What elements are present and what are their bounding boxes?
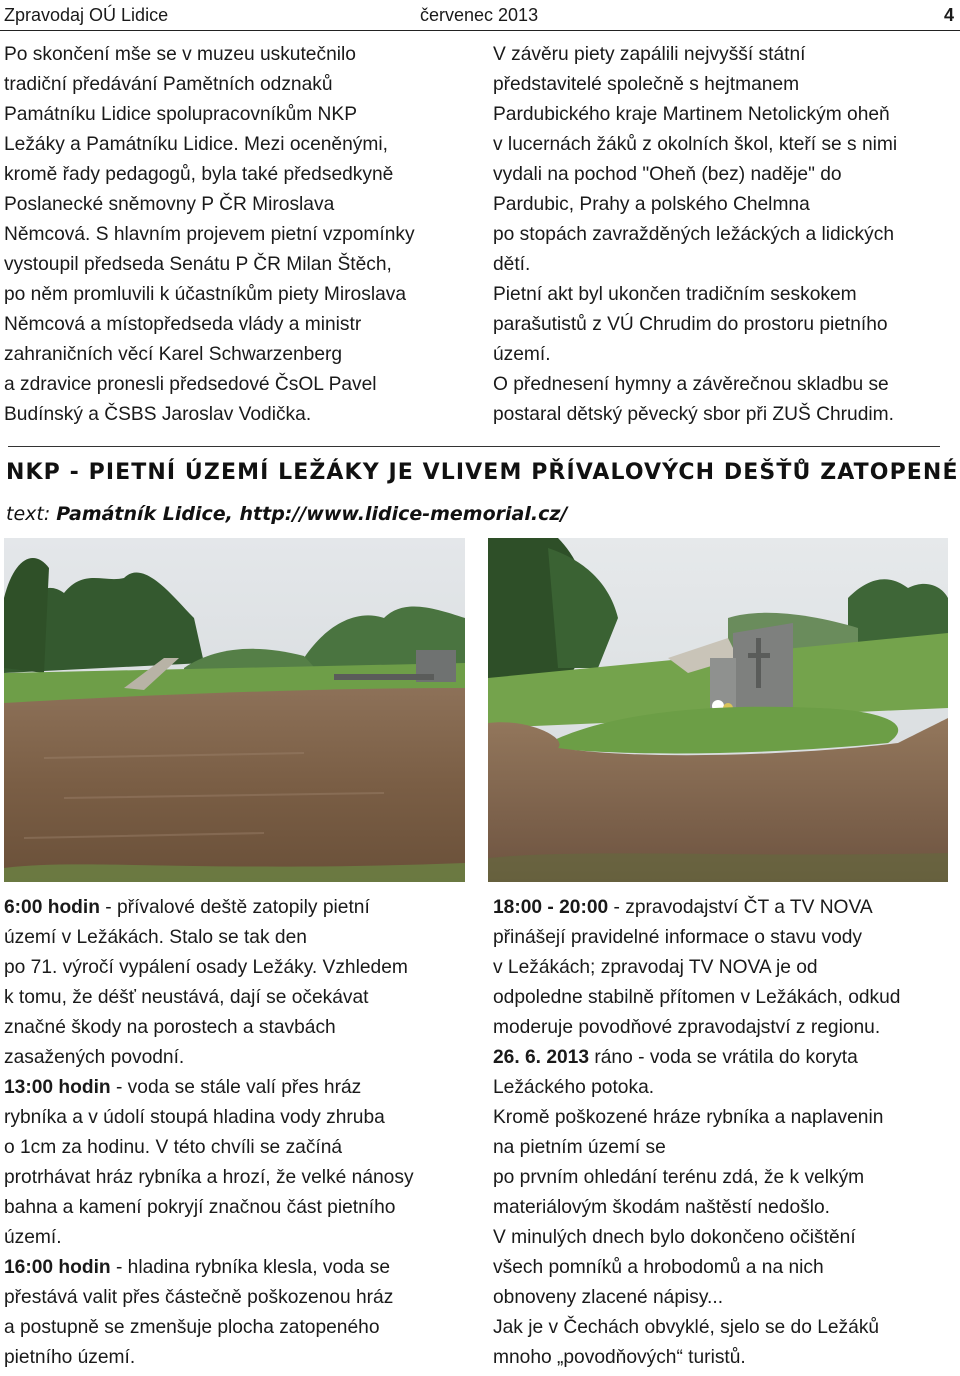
flood-photo-meadow <box>4 538 465 882</box>
text-line <box>493 1193 955 1223</box>
byline-source: Památník Lidice, http://www.lidice-memorial.cz/ <box>56 503 568 525</box>
text-line <box>493 1073 955 1103</box>
article-headline: NKP - PIETNÍ ÚZEMÍ LEŽÁKY JE VLIVEM PŘÍVALOVÝCH DEŠŤŮ ZATOPENÉ <box>6 460 959 485</box>
top-right-column <box>493 40 955 430</box>
line-text: území v Ležákách. Stalo se tak den <box>4 927 307 948</box>
text-line <box>4 1283 474 1313</box>
text-line <box>4 983 474 1013</box>
text-line: představitelé společně s hejtmanem <box>493 74 800 95</box>
line-text: po prvním ohledání terénu zdá, že k velkým <box>493 1167 865 1188</box>
text-line <box>4 1313 474 1343</box>
text-line <box>4 1343 474 1373</box>
text-line <box>493 1253 955 1283</box>
text-line: v lucernách žáků z okolních škol, kteří se s nimi <box>493 134 898 155</box>
time-label: 18:00 - 20:00 <box>493 897 609 918</box>
line-text: - hladina rybníka klesla, voda se <box>110 1257 391 1278</box>
text-line: Ležáky a Památníku Lidice. Mezi oceněnými, <box>4 134 388 155</box>
line-text: - voda se stále valí přes hráz <box>110 1077 362 1098</box>
line-text: mnoho „povodňových“ turistů. <box>493 1347 746 1368</box>
text-line: po stopách zavražděných ležáckých a lidických <box>493 224 895 245</box>
text-line <box>493 953 955 983</box>
text-line: V závěru piety zapálili nejvyšší státní <box>493 44 806 65</box>
text-line <box>493 1133 955 1163</box>
text-line <box>493 1043 955 1073</box>
text-line: O přednesení hymny a závěrečnou skladbu se <box>493 374 889 395</box>
line-text: - zpravodajství ČT a TV NOVA <box>608 897 873 918</box>
text-line <box>4 1133 474 1163</box>
text-line: Poslanecké sněmovny P ČR Miroslava <box>4 194 335 215</box>
issue-date: červenec 2013 <box>420 5 539 25</box>
text-line <box>4 1193 474 1223</box>
text-line: Památníku Lidice spolupracovníkům NKP <box>4 104 358 125</box>
bottom-left-column <box>4 893 474 1373</box>
line-text: přestává valit přes částečně poškozenou hráz <box>4 1287 394 1308</box>
text-line <box>493 1163 955 1193</box>
line-text: obnoveny zlacené nápisy... <box>493 1287 724 1308</box>
text-line: Pardubic, Prahy a polského Chelmna <box>493 194 810 215</box>
line-text: zasažených povodní. <box>4 1047 185 1068</box>
line-text: v Ležákách; zpravodaj TV NOVA je od <box>493 957 818 978</box>
text-line: po něm promluvili k účastníkům piety Miroslava <box>4 284 407 305</box>
article-byline <box>6 503 567 525</box>
text-line <box>493 983 955 1013</box>
text-line <box>4 1163 474 1193</box>
line-text: ráno - voda se vrátila do koryta <box>589 1047 858 1068</box>
time-label: 26. 6. 2013 <box>493 1047 590 1068</box>
text-line <box>4 893 474 923</box>
text-line <box>4 1013 474 1043</box>
text-line <box>493 1313 955 1343</box>
text-line: a zdravice pronesli předsedové ČsOL Pavel <box>4 374 377 395</box>
text-line: parašutistů z VÚ Chrudim do prostoru pietního <box>493 314 888 335</box>
section-divider <box>8 446 940 447</box>
page-number: 4 <box>943 5 954 25</box>
text-line <box>4 1073 474 1103</box>
text-line: postaral dětský pěvecký sbor při ZUŠ Chrudim. <box>493 404 894 425</box>
line-text: pietního území. <box>4 1347 136 1368</box>
line-text: značné škody na porostech a stavbách <box>4 1017 336 1038</box>
text-line: zahraničních věcí Karel Schwarzenberg <box>4 344 343 365</box>
text-line <box>493 893 955 923</box>
text-line <box>4 1103 474 1133</box>
flood-photo-memorial <box>488 538 948 882</box>
text-line: Budínský a ČSBS Jaroslav Vodička. <box>4 404 312 425</box>
time-label: 13:00 hodin <box>4 1077 111 1098</box>
text-line <box>4 1223 474 1253</box>
text-line <box>493 1013 955 1043</box>
time-label: 6:00 hodin <box>4 897 100 918</box>
line-text: přinášejí pravidelné informace o stavu vody <box>493 927 863 948</box>
line-text: odpoledne stabilně přítomen v Ležákách, odkud <box>493 987 901 1008</box>
text-line: Němcová a místopředseda vlády a ministr <box>4 314 362 335</box>
line-text: a postupně se zmenšuje plocha zatopeného <box>4 1317 380 1338</box>
line-text: k tomu, že déšť neustává, dají se očekávat <box>4 987 369 1008</box>
text-line: území. <box>493 344 551 365</box>
text-line <box>493 1343 955 1373</box>
line-text: - přívalové deště zatopily pietní <box>99 897 370 918</box>
line-text: Jak je v Čechách obvyklé, sjelo se do Ležáků <box>493 1317 880 1338</box>
line-text: materiálovým škodám naštěstí nedošlo. <box>493 1197 830 1218</box>
text-line <box>493 1283 955 1313</box>
newsletter-title: Zpravodaj OÚ Lidice <box>4 5 169 25</box>
line-text: Kromě poškozené hráze rybníka a naplavenin <box>493 1107 884 1128</box>
text-line: Po skončení mše se v muzeu uskutečnilo <box>4 44 356 65</box>
text-line <box>4 923 474 953</box>
line-text: na pietním území se <box>493 1137 666 1158</box>
line-text: V minulých dnech bylo dokončeno očištění <box>493 1227 856 1248</box>
text-line <box>4 1253 474 1283</box>
text-line: Pietní akt byl ukončen tradičním seskokem <box>493 284 857 305</box>
text-line <box>493 1223 955 1253</box>
time-label: 16:00 hodin <box>4 1257 111 1278</box>
text-line <box>4 1043 474 1073</box>
flood-meadow-image <box>4 538 465 882</box>
text-line: tradiční předávání Pamětních odznaků <box>4 74 333 95</box>
text-line <box>493 1103 955 1133</box>
line-text: bahna a kamení pokryjí značnou část pietního <box>4 1197 396 1218</box>
text-line <box>493 923 955 953</box>
text-line: dětí. <box>493 254 531 275</box>
text-line: vydali na pochod "Oheň (bez) naděje" do <box>493 164 842 185</box>
byline-prefix: text: <box>6 503 57 525</box>
line-text: rybníka a v údolí stoupá hladina vody zhruba <box>4 1107 385 1128</box>
line-text: moderuje povodňové zpravodajství z regionu. <box>493 1017 881 1038</box>
line-text: území. <box>4 1227 62 1248</box>
line-text: po 71. výročí vypálení osady Ležáky. Vzhledem <box>4 957 408 978</box>
top-left-column <box>4 40 474 430</box>
text-line: Pardubického kraje Martinem Netolickým oheň <box>493 104 890 125</box>
page-header <box>0 0 960 31</box>
text-line <box>4 953 474 983</box>
line-text: Ležáckého potoka. <box>493 1077 655 1098</box>
text-line: Němcová. S hlavním projevem pietní vzpomínky <box>4 224 415 245</box>
text-line: vystoupil předseda Senátu P ČR Milan Štěch, <box>4 254 392 275</box>
line-text: všech pomníků a hrobodomů a na nich <box>493 1257 824 1278</box>
line-text: o 1cm za hodinu. V této chvíli se začíná <box>4 1137 343 1158</box>
text-line: kromě řady pedagogů, byla také předsedkyně <box>4 164 394 185</box>
line-text: protrhávat hráz rybníka a hrozí, že velké nánosy <box>4 1167 414 1188</box>
bottom-right-column <box>493 893 955 1373</box>
flood-memorial-image <box>488 538 948 882</box>
